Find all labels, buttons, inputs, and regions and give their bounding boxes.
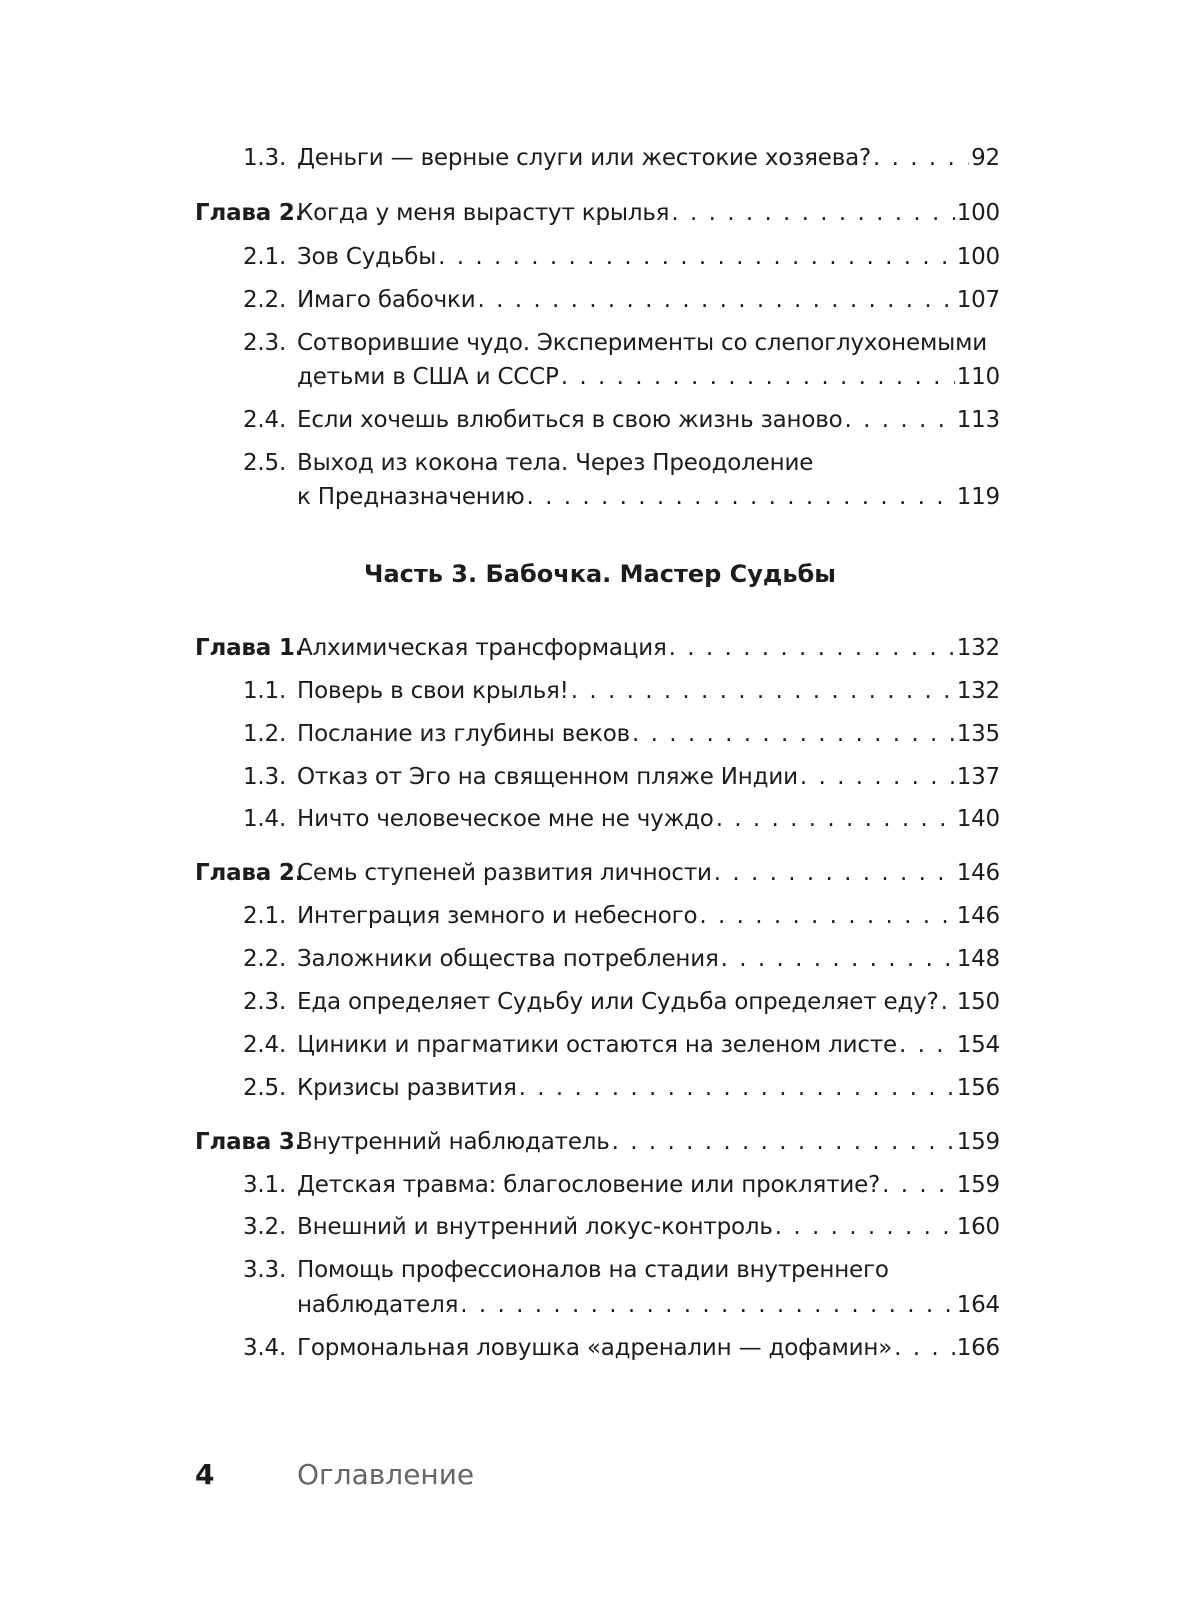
section-title: Ничто человеческое мне не чуждо (297, 806, 714, 832)
section-title: Поверь в свои крылья! (297, 678, 569, 704)
part-heading: Часть 3. Бабочка. Мастер Судьбы (364, 560, 836, 588)
page-number: 137 (956, 764, 1000, 790)
dot-leader (527, 480, 955, 514)
section-title: Помощь профессионалов на стадии внутреннего (297, 1257, 889, 1283)
section-number: 2.1. (243, 903, 287, 929)
page-number: 100 (956, 200, 1000, 226)
dot-leader (519, 1071, 955, 1105)
section-title: Интеграция земного и небесного (297, 903, 698, 929)
section-title: Гормональная ловушка «адреналин — дофамин» (297, 1335, 893, 1361)
page-number: 100 (956, 244, 1000, 270)
section-number: 1.2. (243, 721, 287, 747)
page-number: 148 (956, 946, 1000, 972)
dot-leader (941, 985, 955, 1019)
dot-leader (671, 196, 954, 230)
page-number: 156 (956, 1075, 1000, 1101)
dot-leader (438, 240, 955, 274)
section-number: 1.3. (243, 764, 287, 790)
page-number: 159 (956, 1129, 1000, 1155)
page-number: 110 (956, 364, 1000, 390)
section-title: Послание из глубины веков (297, 721, 631, 747)
section-title: Зов Судьбы (297, 244, 437, 270)
chapter-title: Внутренний наблюдатель (297, 1129, 610, 1155)
dot-leader (873, 141, 969, 175)
chapter-title: Семь ступеней развития личности (297, 860, 712, 886)
section-number: 3.1. (243, 1172, 287, 1198)
dot-leader (716, 802, 955, 836)
chapter-title: Алхимическая трансформация (297, 635, 667, 661)
dot-leader (460, 1288, 954, 1322)
folio-page-number: 4 (195, 1458, 215, 1491)
section-title: Кризисы развития (297, 1075, 517, 1101)
section-number: 2.2. (243, 946, 287, 972)
section-title: Циники и прагматики остаются на зеленом листе (297, 1032, 898, 1058)
section-title: Отказ от Эго на священном пляже Индии (297, 764, 798, 790)
chapter-number: Глава 2. (195, 200, 304, 226)
section-title: Если хочешь влюбиться в свою жизнь заново (297, 407, 843, 433)
dot-leader (882, 1168, 955, 1202)
section-number: 1.3. (243, 145, 287, 171)
dot-leader (612, 1125, 955, 1159)
section-title: Внешний и внутренний локус-контроль (297, 1214, 773, 1240)
section-title: Имаго бабочки (297, 287, 476, 313)
page-number: 119 (956, 484, 1000, 510)
page-number: 154 (956, 1032, 1000, 1058)
page-number: 146 (956, 860, 1000, 886)
dot-leader (714, 856, 955, 890)
section-title: Заложники общества потребления (297, 946, 719, 972)
section-number: 3.4. (243, 1335, 287, 1361)
dot-leader (561, 360, 955, 394)
section-title: Еда определяет Судьбу или Судьба определяет еду? (297, 989, 939, 1015)
section-number: 2.1. (243, 244, 287, 270)
section-number: 3.2. (243, 1214, 287, 1240)
page-number: 159 (956, 1172, 1000, 1198)
section-number: 2.5. (243, 450, 287, 476)
dot-leader (899, 1028, 955, 1062)
section-title: Детская травма: благословение или проклятие? (297, 1172, 881, 1198)
section-number: 1.4. (243, 806, 287, 832)
running-head: Оглавление (297, 1458, 475, 1491)
section-title: Деньги — верные слуги или жестокие хозяева? (297, 145, 871, 171)
dot-leader (894, 1331, 955, 1365)
section-number: 2.5. (243, 1075, 287, 1101)
section-number: 2.3. (243, 330, 287, 356)
dot-leader (632, 717, 955, 751)
section-title-continuation: к Предназначению (297, 484, 525, 510)
dot-leader (844, 403, 954, 437)
dot-leader (775, 1210, 955, 1244)
chapter-number: Глава 3. (195, 1129, 304, 1155)
section-number: 2.4. (243, 1032, 287, 1058)
section-number: 1.1. (243, 678, 287, 704)
page-number: 132 (956, 678, 1000, 704)
dot-leader (477, 283, 954, 317)
section-number: 2.4. (243, 407, 287, 433)
page-number: 132 (956, 635, 1000, 661)
page-number: 160 (956, 1214, 1000, 1240)
dot-leader (669, 631, 955, 665)
section-title: Сотворившие чудо. Эксперименты со слепоглухонемыми (297, 330, 987, 356)
section-title: Выход из кокона тела. Через Преодоление (297, 450, 814, 476)
page-number: 166 (956, 1335, 1000, 1361)
page-number: 135 (956, 721, 1000, 747)
section-number: 2.3. (243, 989, 287, 1015)
page-number: 150 (956, 989, 1000, 1015)
page-number: 140 (956, 806, 1000, 832)
page-number: 92 (971, 145, 1000, 171)
page-number: 164 (956, 1292, 1000, 1318)
chapter-number: Глава 1. (195, 635, 304, 661)
chapter-title: Когда у меня вырастут крылья (297, 200, 670, 226)
section-number: 3.3. (243, 1257, 287, 1283)
section-title-continuation: наблюдателя (297, 1292, 459, 1318)
page-number: 107 (956, 287, 1000, 313)
chapter-number: Глава 2. (195, 860, 304, 886)
section-title-continuation: детьми в США и СССР (297, 364, 559, 390)
dot-leader (800, 760, 955, 794)
page-number: 146 (956, 903, 1000, 929)
page-number: 113 (956, 407, 1000, 433)
dot-leader (721, 942, 955, 976)
section-number: 2.2. (243, 287, 287, 313)
dot-leader (571, 674, 955, 708)
dot-leader (699, 899, 954, 933)
